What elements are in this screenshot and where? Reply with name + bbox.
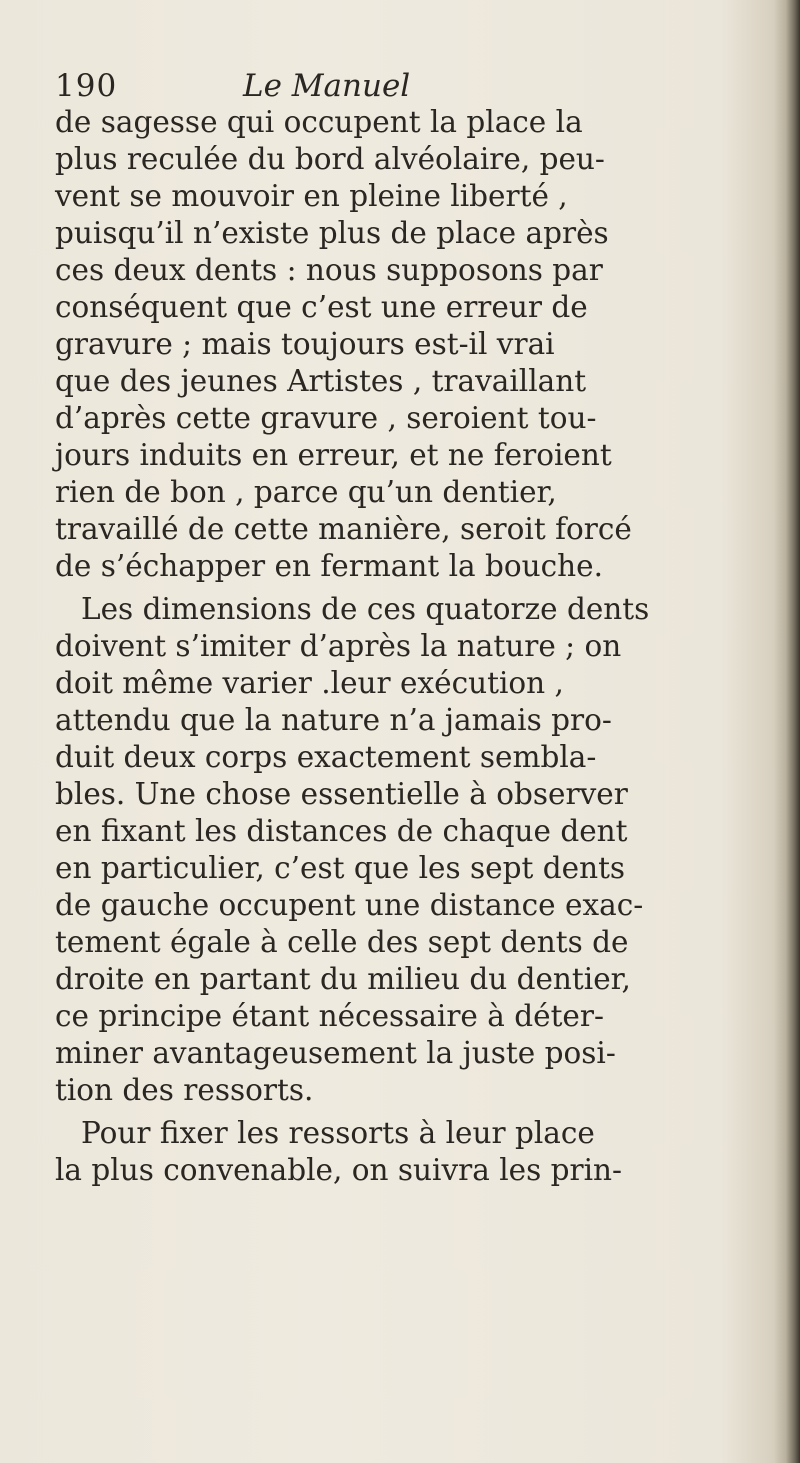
text-line: tion des ressorts.: [55, 1073, 314, 1107]
text-line: Pour fixer les ressorts à leur place: [81, 1116, 595, 1150]
page-number: 190: [55, 68, 118, 104]
text-line: de sagesse qui occupent la place la: [55, 105, 583, 139]
text-line: rien de bon , parce qu’un dentier,: [55, 475, 557, 509]
running-title: Le Manuel: [243, 68, 411, 104]
text-line: conséquent que c’est une erreur de: [55, 290, 588, 324]
text-line: travaillé de cette manière, seroit forcé: [55, 512, 632, 546]
text-line: plus reculée du bord alvéolaire, peu-: [55, 142, 605, 176]
text-line: duit deux corps exactement sembla-: [55, 740, 597, 774]
text-line: la plus convenable, on suivra les prin-: [55, 1153, 622, 1187]
text-line: en fixant les distances de chaque dent: [55, 814, 628, 848]
paragraph-2: [55, 591, 767, 1109]
text-line: jours induits en erreur, et ne feroient: [55, 438, 612, 472]
page-header: [55, 66, 695, 106]
text-line: en particulier, c’est que les sept dents: [55, 851, 626, 885]
text-line: de gauche occupent une distance exac-: [55, 888, 644, 922]
text-line: attendu que la nature n’a jamais pro-: [55, 703, 612, 737]
text-line: droite en partant du milieu du dentier,: [55, 962, 631, 996]
text-line: puisqu’il n’existe plus de place après: [55, 216, 609, 250]
text-line: de s’échapper en fermant la bouche.: [55, 549, 604, 583]
text-line: bles. Une chose essentielle à observer: [55, 777, 628, 811]
text-line: ces deux dents : nous supposons par: [55, 253, 603, 287]
text-line: doit même varier .leur exécution ,: [55, 666, 564, 700]
text-line: Les dimensions de ces quatorze dents: [81, 592, 650, 626]
text-line: gravure ; mais toujours est-il vrai: [55, 327, 555, 361]
text-line: miner avantageusement la juste posi-: [55, 1036, 616, 1070]
text-line: doivent s’imiter d’après la nature ; on: [55, 629, 622, 663]
text-line: que des jeunes Artistes , travaillant: [55, 364, 587, 398]
text-line: d’après cette gravure , seroient tou-: [55, 401, 597, 435]
paragraph-3: [55, 1115, 767, 1189]
text-line: vent se mouvoir en pleine liberté ,: [55, 179, 568, 213]
body-text: [55, 104, 767, 1189]
page-edge-shadow: [774, 0, 800, 1463]
text-line: tement égale à celle des sept dents de: [55, 925, 629, 959]
paragraph-1: [55, 104, 767, 585]
text-line: ce principe étant nécessaire à déter-: [55, 999, 604, 1033]
